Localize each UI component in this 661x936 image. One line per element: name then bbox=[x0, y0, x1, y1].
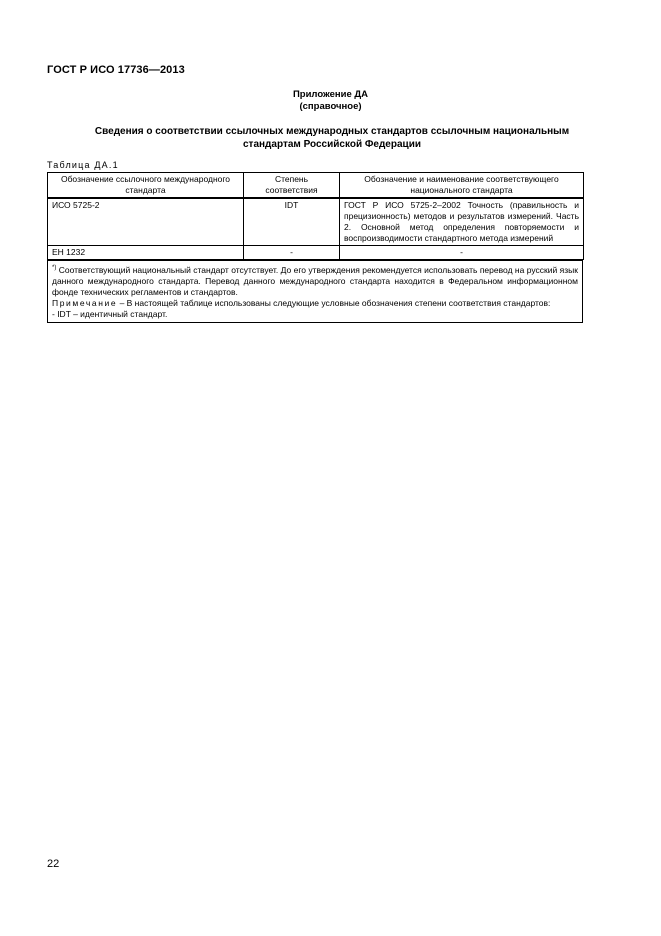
section-heading-line-2: стандартам Российской Федерации bbox=[243, 139, 421, 150]
table-header-row bbox=[48, 173, 584, 199]
header-degree-of-conformity: Степень соответствия bbox=[244, 173, 340, 199]
section-heading-line-1: Сведения о соответствии ссылочных международных стандартов ссылочным национальным bbox=[94, 126, 570, 137]
cell-international-standard: ЕН 1232 bbox=[48, 246, 244, 260]
cell-national-standard: ГОСТ Р ИСО 5725-2–2002 Точность (правильность и прецизионность) методов и результатов измерений. Часть 2. Основной метод определения повторяемости и воспроизводимости стандартного метода измерений bbox=[340, 198, 584, 246]
table-row bbox=[48, 246, 584, 260]
annex-title-block bbox=[0, 89, 661, 113]
table-label: Таблица ДА.1 bbox=[47, 160, 119, 170]
footnote bbox=[52, 265, 578, 298]
note-text: – В настоящей таблице использованы следующие условные обозначения степени соответствия стандартов: bbox=[117, 298, 551, 308]
cell-degree: - bbox=[244, 246, 340, 260]
cell-degree: IDT bbox=[244, 198, 340, 246]
page-number: 22 bbox=[47, 858, 60, 870]
document-code: ГОСТ Р ИСО 17736—2013 bbox=[47, 64, 185, 76]
annex-subtitle: (справочное) bbox=[299, 101, 362, 112]
footnote-text: Соответствующий национальный стандарт отсутствует. До его утверждения рекомендуется использовать перевод на русский язык данного международного стандарта. Перевод данного международного стандарта находится в Федеральном информационном фонде технических регламентов и стандартов. bbox=[52, 265, 578, 297]
conformity-table bbox=[47, 172, 584, 260]
conformity-table-container bbox=[47, 172, 583, 323]
table-row bbox=[48, 198, 584, 246]
table-notes bbox=[47, 259, 583, 323]
section-heading bbox=[40, 125, 624, 151]
legend-item: - IDT – идентичный стандарт. bbox=[52, 309, 168, 319]
annex-title: Приложение ДА bbox=[292, 89, 369, 100]
footnote-mark: *) bbox=[52, 265, 57, 271]
cell-national-standard: - bbox=[340, 246, 584, 260]
cell-international-standard: ИСО 5725-2 bbox=[48, 198, 244, 246]
header-international-standard: Обозначение ссылочного международного стандарта bbox=[48, 173, 244, 199]
note-label: Примечание bbox=[52, 298, 118, 308]
header-national-standard: Обозначение и наименование соответствующего национального стандарта bbox=[340, 173, 584, 199]
note bbox=[52, 298, 578, 309]
